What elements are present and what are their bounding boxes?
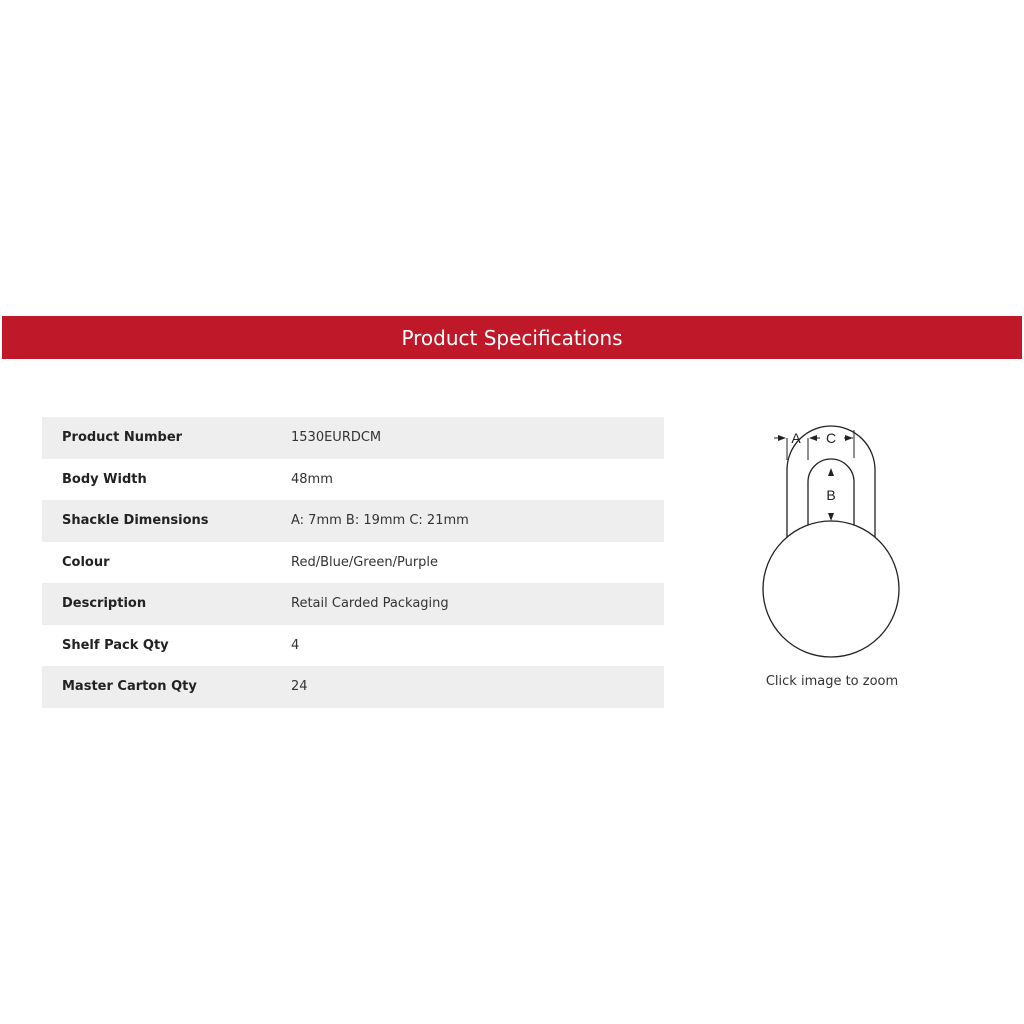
arrow-up-icon [828,468,834,476]
spec-value: A: 7mm B: 19mm C: 21mm [291,513,469,529]
arrow-right-icon [778,435,786,441]
spec-row-colour [42,542,664,584]
arrow-right-icon [845,435,853,441]
spec-label: Shackle Dimensions [62,513,209,529]
dim-label-b: B [826,487,836,503]
spec-value: 1530EURDCM [291,430,382,446]
zoom-caption[interactable]: Click image to zoom [765,674,899,689]
padlock-icon[interactable] [740,420,924,670]
page-title: Product Specifications [401,325,623,350]
spec-table [42,417,664,708]
spec-row-body-width [42,459,664,501]
spec-row-shackle-dimensions [42,500,664,542]
padlock-diagram[interactable] [740,420,924,700]
spec-value: Red/Blue/Green/Purple [291,554,439,570]
spec-label: Colour [62,554,110,570]
spec-label: Product Number [62,430,183,446]
lock-body-outline [763,521,899,657]
spec-label: Master Carton Qty [62,679,197,695]
spec-value: 24 [291,679,308,695]
dim-label-c: C [825,430,837,446]
arrow-left-icon [809,435,817,441]
spec-label: Description [62,596,147,612]
spec-row-shelf-pack-qty [42,625,664,667]
spec-value: Retail Carded Packaging [291,596,449,612]
spec-row-master-carton-qty [42,666,664,708]
spec-row-description [42,583,664,625]
spec-header-bar [2,316,1022,359]
spec-label: Body Width [62,471,147,487]
spec-value: 48mm [291,471,333,487]
spec-label: Shelf Pack Qty [62,637,169,653]
arrow-down-icon [828,513,834,521]
spec-value: 4 [291,637,300,653]
spec-row-product-number [42,417,664,459]
dim-label-a: A [791,430,801,446]
